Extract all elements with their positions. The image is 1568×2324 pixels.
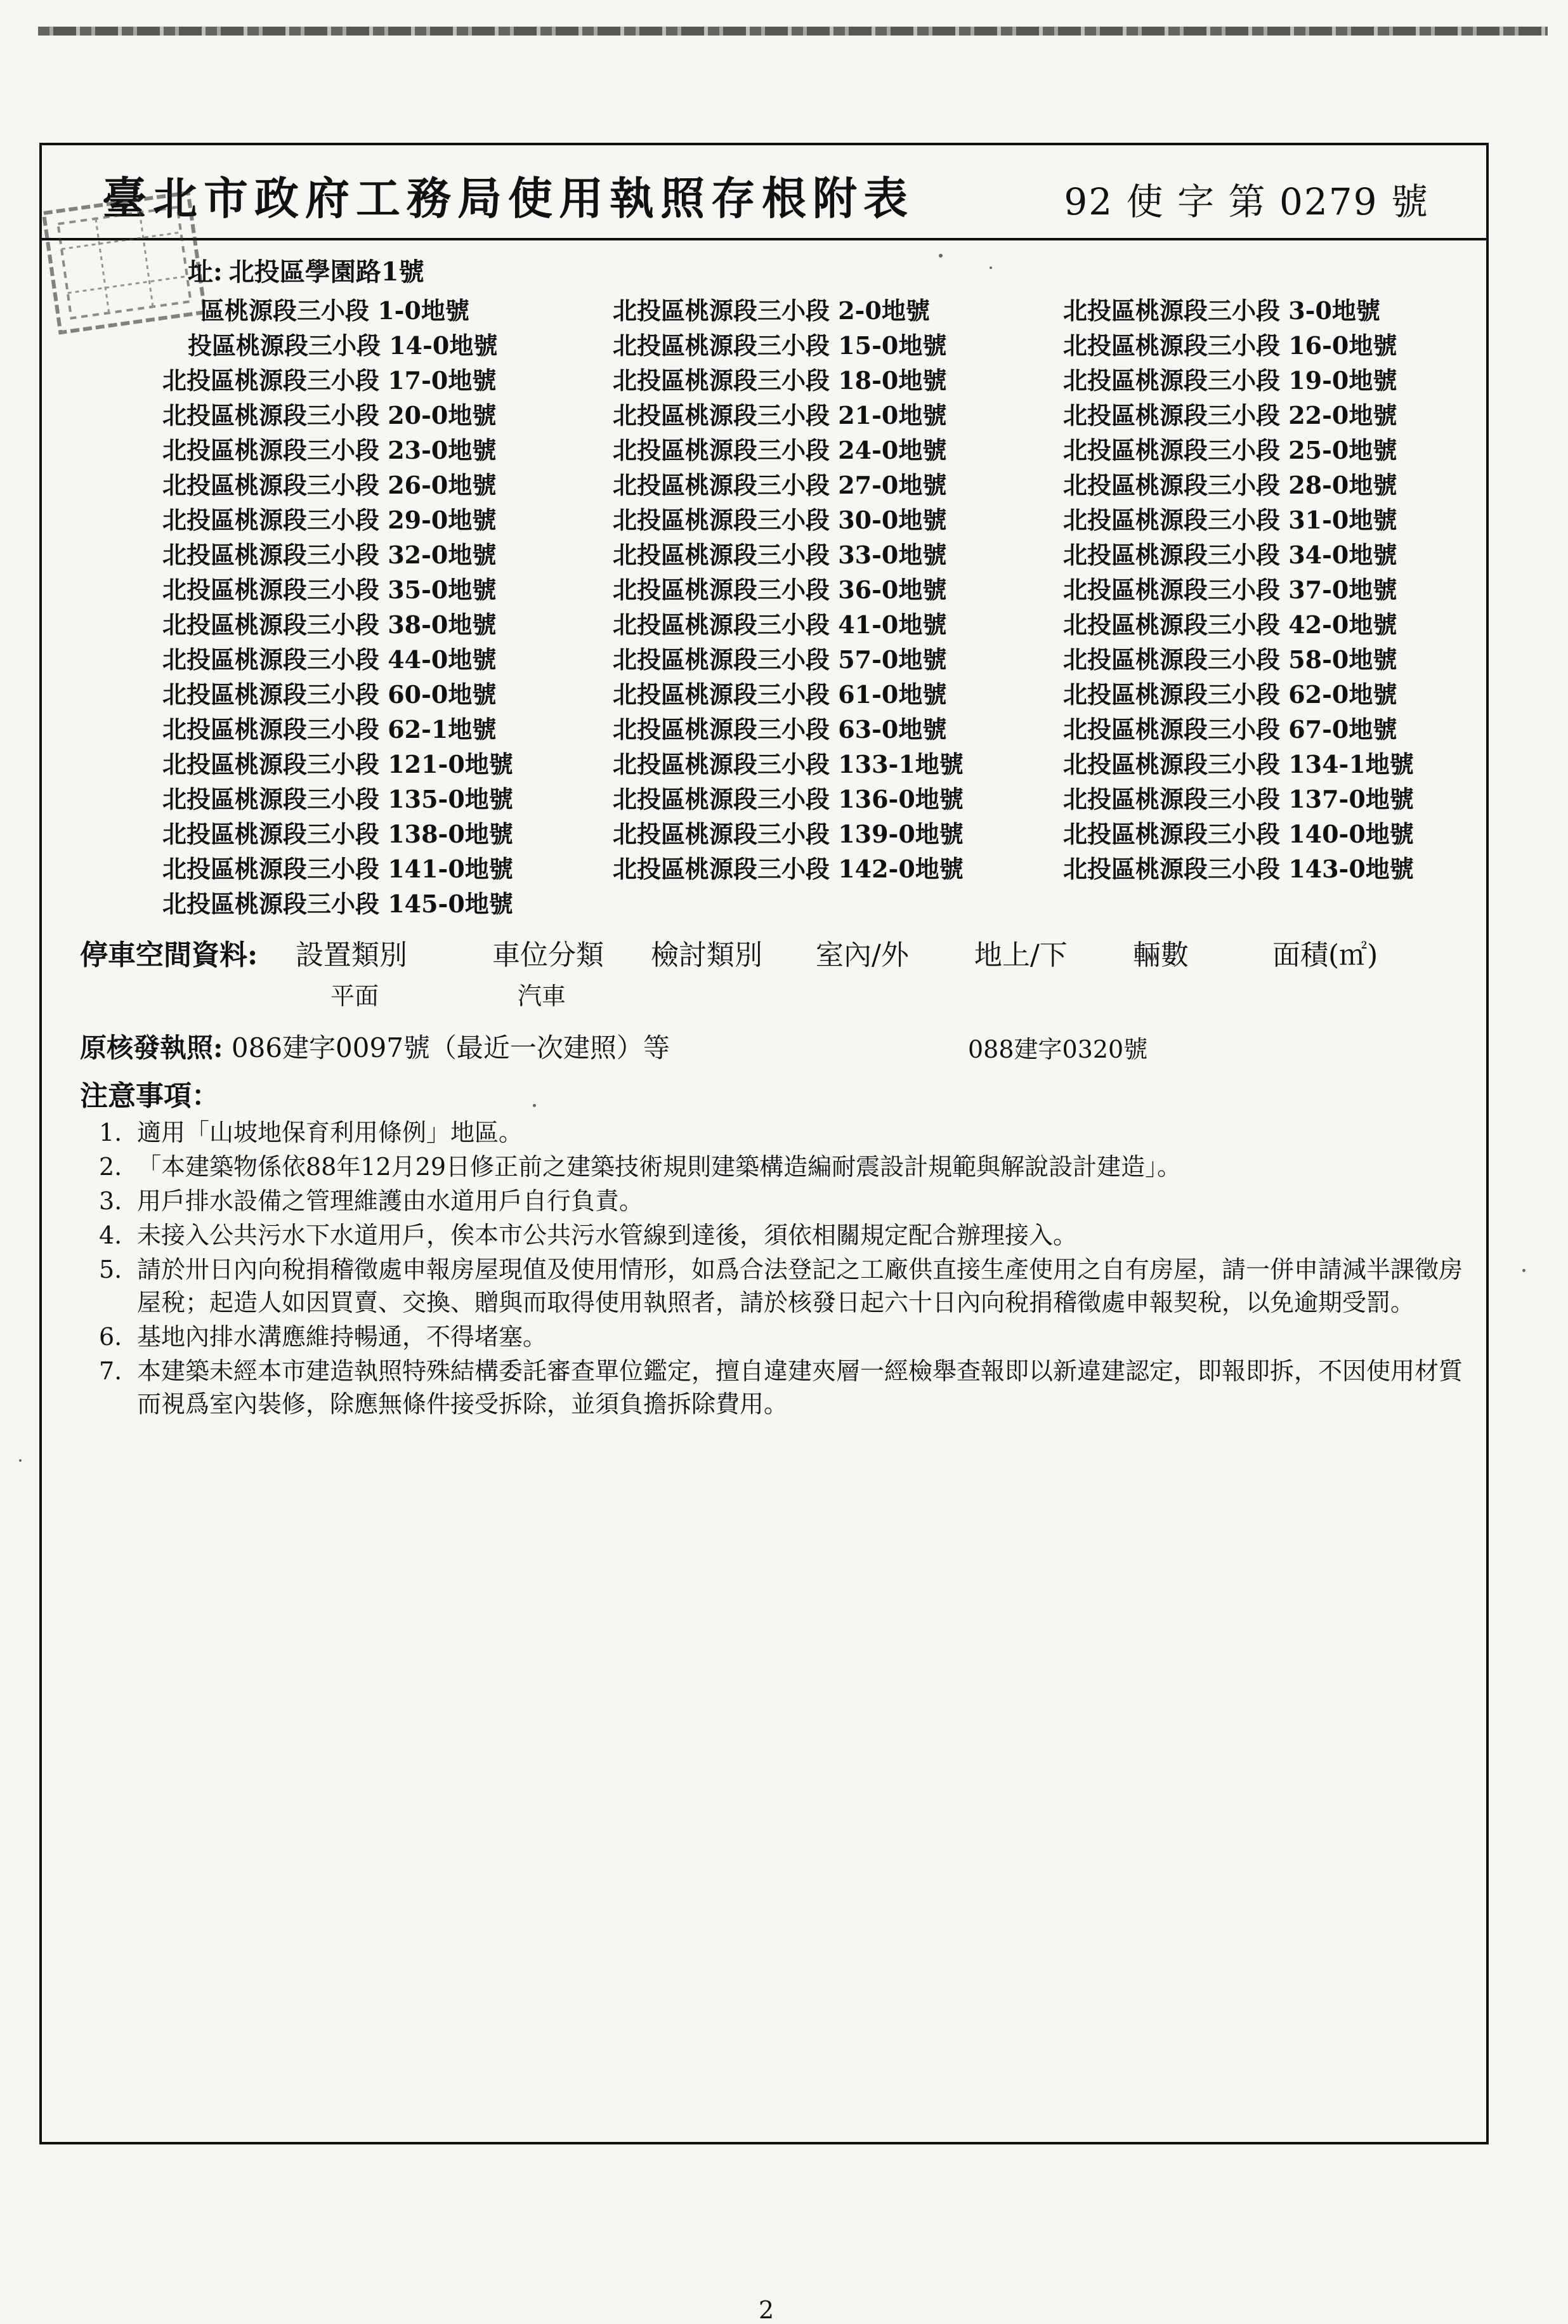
land-lot-entry: 北投區桃源段三小段 67-0地號 [1063,715,1397,744]
land-lot-entry: 北投區桃源段三小段 22-0地號 [1063,401,1397,430]
address-row [188,252,424,288]
note-number: 7. [99,1357,122,1385]
land-lot-entry: 北投區桃源段三小段 24-0地號 [613,436,947,464]
note-item [99,1253,1463,1319]
notes-list [99,1116,1463,1422]
land-lot-entry: 北投區桃源段三小段 16-0地號 [1063,331,1397,360]
land-lot-entry: 北投區桃源段三小段 137-0地號 [1063,785,1414,813]
license-number: 92 使 字 第 0279 號 [1064,180,1429,223]
note-text: 「本建築物係依88年12月29日修正前之建築技術規則建築構造編耐震設計規範與解說設計建造」。 [137,1153,1182,1181]
land-lot-entry: 投區桃源段三小段 14-0地號 [188,331,498,360]
original-license-second: 088建字0320號 [968,1035,1148,1063]
land-lot-entry: 北投區桃源段三小段 25-0地號 [1063,436,1397,464]
land-lot-entry: 北投區桃源段三小段 139-0地號 [613,820,964,848]
parking-col-setup-type: 設置類別 [296,939,407,971]
scan-speck [1522,1269,1526,1272]
land-lot-entry: 北投區桃源段三小段 41-0地號 [613,610,947,639]
land-lot-entry: 北投區桃源段三小段 2-0地號 [613,296,930,325]
land-lot-entry: 北投區桃源段三小段 32-0地號 [162,541,497,569]
land-lot-entry: 北投區桃源段三小段 42-0地號 [1063,610,1397,639]
land-lot-entry: 北投區桃源段三小段 138-0地號 [162,820,513,848]
land-lot-entry: 北投區桃源段三小段 31-0地號 [1063,506,1397,534]
note-text: 基地內排水溝應維持暢通，不得堵塞。 [137,1323,547,1351]
scan-speck [990,266,992,269]
land-lot-entry: 北投區桃源段三小段 18-0地號 [613,366,947,395]
land-lot-entry: 北投區桃源段三小段 62-1地號 [162,715,497,744]
land-lot-entry: 北投區桃源段三小段 58-0地號 [1063,645,1397,674]
note-item [99,1116,1463,1149]
note-number: 5. [99,1256,122,1283]
parking-value-setup-type: 平面 [330,982,379,1010]
note-number: 4. [99,1221,122,1249]
page-number: 2 [759,2296,774,2324]
scan-speck [939,254,943,258]
land-lot-entry: 北投區桃源段三小段 35-0地號 [162,575,497,604]
scan-top-border [38,27,1548,36]
page-title: 臺北市政府工務局使用執照存根附表 [102,172,914,225]
land-lot-entry: 北投區桃源段三小段 61-0地號 [613,680,947,709]
land-lot-entry: 北投區桃源段三小段 145-0地號 [162,890,513,918]
original-license-row [80,1027,1475,1065]
land-lot-entry: 北投區桃源段三小段 20-0地號 [162,401,497,430]
note-text: 適用「山坡地保育利用條例」地區。 [137,1119,523,1146]
scan-speck [19,1459,22,1462]
land-lot-list [42,291,1486,926]
document-frame [39,143,1489,2324]
land-lot-entry: 北投區桃源段三小段 142-0地號 [613,855,964,883]
land-lot-entry: 北投區桃源段三小段 36-0地號 [613,575,947,604]
notes-heading: 注意事項： [80,1080,219,1112]
note-text: 用戶排水設備之管理維護由水道用戶自行負責。 [137,1187,644,1215]
land-lot-entry: 北投區桃源段三小段 44-0地號 [162,645,497,674]
land-lot-entry: 北投區桃源段三小段 143-0地號 [1063,855,1414,883]
land-lot-entry: 北投區桃源段三小段 57-0地號 [613,645,947,674]
land-lot-entry: 北投區桃源段三小段 141-0地號 [162,855,513,883]
land-lot-entry: 北投區桃源段三小段 19-0地號 [1063,366,1397,395]
parking-section [80,932,1475,1021]
parking-col-count: 輛數 [1133,939,1189,971]
land-lot-entry: 北投區桃源段三小段 3-0地號 [1063,296,1380,325]
title-row [42,145,1486,240]
land-lot-entry: 北投區桃源段三小段 33-0地號 [613,541,947,569]
parking-col-above-below: 地上/下 [974,939,1068,971]
parking-col-review-type: 檢討類別 [651,939,762,971]
original-license-label: 原核發執照: [80,1032,223,1063]
land-lot-entry: 北投區桃源段三小段 28-0地號 [1063,471,1397,499]
land-lot-entry: 北投區桃源段三小段 26-0地號 [162,471,497,499]
land-lot-entry: 北投區桃源段三小段 37-0地號 [1063,575,1397,604]
parking-col-space-class: 車位分類 [492,939,604,971]
land-lot-entry: 北投區桃源段三小段 136-0地號 [613,785,964,813]
land-lot-entry: 北投區桃源段三小段 23-0地號 [162,436,497,464]
parking-col-indoor-outdoor: 室內/外 [816,939,909,971]
note-item [99,1320,1463,1353]
land-lot-entry: 北投區桃源段三小段 63-0地號 [613,715,947,744]
land-lot-entry: 區桃源段三小段 1-0地號 [200,296,469,325]
land-lot-entry: 北投區桃源段三小段 34-0地號 [1063,541,1397,569]
land-lot-entry: 北投區桃源段三小段 133-1地號 [613,750,964,778]
land-lot-entry: 北投區桃源段三小段 62-0地號 [1063,680,1397,709]
land-lot-entry: 北投區桃源段三小段 15-0地號 [613,331,947,360]
land-lot-entry: 北投區桃源段三小段 38-0地號 [162,610,497,639]
note-item [99,1185,1463,1218]
note-text: 請於卅日內向稅捐稽徵處申報房屋現值及使用情形，如爲合法登記之工廠供直接生產使用之自有房屋，請一併申請減半課徵房屋稅；起造人如因買賣、交換、贈與而取得使用執照者，請於核發日起六十日內向稅捐稽徵處申報契稅，以免逾期受罰。 [137,1256,1463,1316]
note-text: 未接入公共污水下水道用戶，俟本市公共污水管線到達後，須依相關規定配合辦理接入。 [137,1221,1078,1249]
land-lot-entry: 北投區桃源段三小段 30-0地號 [613,506,947,534]
land-lot-entry: 北投區桃源段三小段 29-0地號 [162,506,497,534]
land-lot-entry: 北投區桃源段三小段 21-0地號 [613,401,947,430]
note-number: 1. [99,1119,122,1146]
land-lot-entry: 北投區桃源段三小段 27-0地號 [613,471,947,499]
parking-col-area: 面積(㎡) [1272,939,1378,971]
note-number: 3. [99,1187,122,1215]
note-item [99,1219,1463,1252]
address-label: 址: [188,257,223,287]
parking-value-space-class: 汽車 [518,982,566,1010]
note-number: 2. [99,1153,122,1181]
land-lot-entry: 北投區桃源段三小段 134-1地號 [1063,750,1414,778]
note-text: 本建築未經本市建造執照特殊結構委託審查單位鑑定，擅自違建夾層一經檢舉查報即以新違建認定，即報即拆，不因使用材質而視爲室內裝修，除應無條件接受拆除，並須負擔拆除費用。 [137,1357,1463,1418]
land-lot-entry: 北投區桃源段三小段 121-0地號 [162,750,513,778]
note-item [99,1150,1463,1183]
address-value: 北投區學園路1號 [228,257,424,287]
land-lot-entry: 北投區桃源段三小段 17-0地號 [162,366,497,395]
original-license-value: 086建字0097號（最近一次建照）等 [231,1032,670,1063]
note-item [99,1355,1463,1421]
scan-speck [533,1104,536,1107]
land-lot-entry: 北投區桃源段三小段 60-0地號 [162,680,497,709]
note-number: 6. [99,1323,122,1351]
parking-label: 停車空間資料: [80,939,258,971]
land-lot-entry: 北投區桃源段三小段 140-0地號 [1063,820,1414,848]
land-lot-entry: 北投區桃源段三小段 135-0地號 [162,785,513,813]
